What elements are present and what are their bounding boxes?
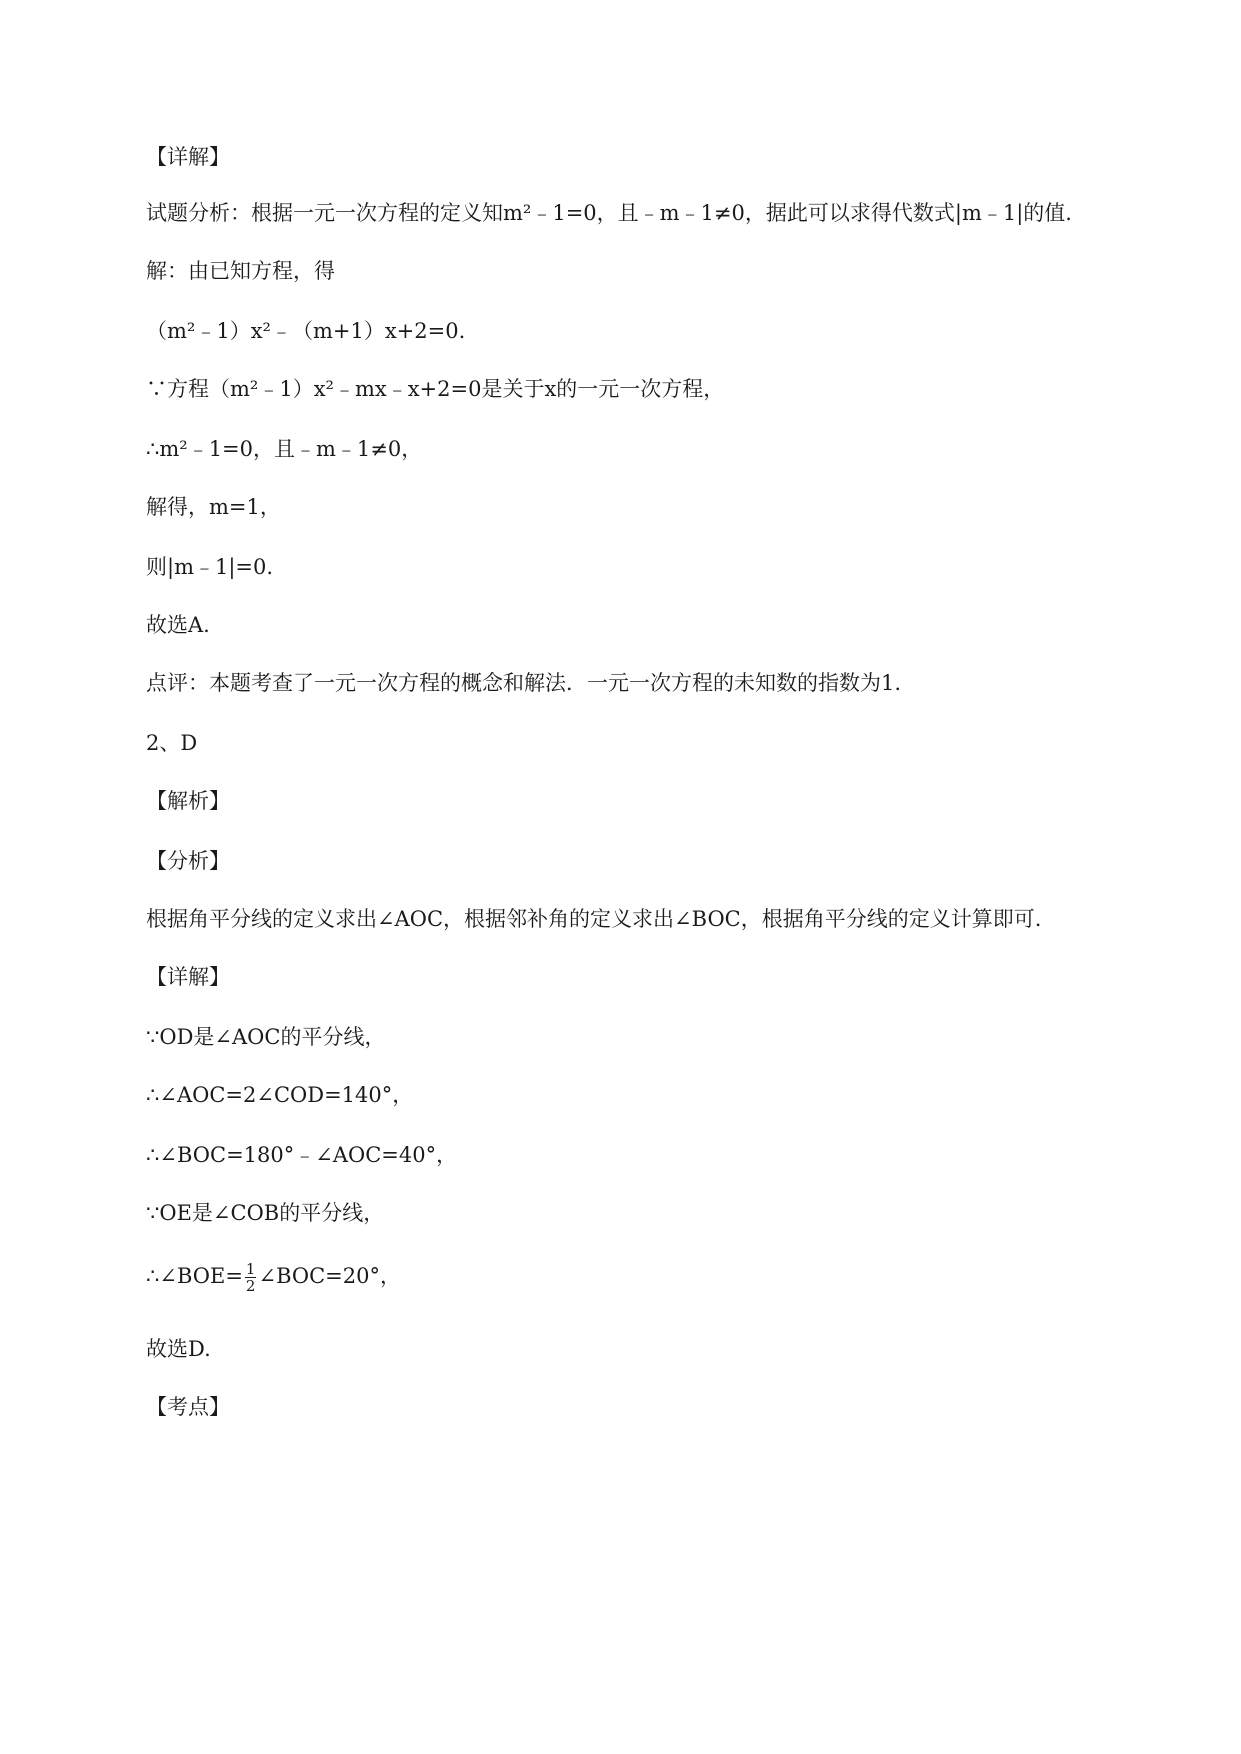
section-heading-analysis: 【分析】 bbox=[146, 849, 230, 873]
analysis-paragraph: 试题分析：根据一元一次方程的定义知m²﹣1=0，且﹣m﹣1≠0，据此可以求得代数式|m﹣1|的值. bbox=[146, 201, 1072, 225]
boe-line bbox=[146, 1261, 401, 1294]
section-heading-detail: 【详解】 bbox=[146, 145, 230, 169]
analysis-text: 根据角平分线的定义求出∠AOC，根据邻补角的定义求出∠BOC，根据角平分线的定义计算即可. bbox=[146, 907, 1042, 931]
section-heading-explanation: 【解析】 bbox=[146, 789, 230, 813]
fraction-numerator: 1 bbox=[245, 1260, 256, 1278]
section-heading-keypoint: 【考点】 bbox=[146, 1395, 230, 1419]
answer-line: 故选A. bbox=[146, 613, 210, 637]
document-page bbox=[146, 0, 1106, 1754]
boe-prefix: ∴∠BOE= bbox=[146, 1264, 243, 1288]
question-number: 2、D bbox=[146, 731, 198, 755]
bisector-line-od: ∵OD是∠AOC的平分线， bbox=[146, 1025, 386, 1049]
bisector-line-oe: ∵OE是∠COB的平分线， bbox=[146, 1201, 385, 1225]
fraction-denominator: 2 bbox=[245, 1277, 256, 1295]
boc-line: ∴∠BOC=180°﹣∠AOC=40°， bbox=[146, 1143, 458, 1167]
section-heading-detail-2: 【详解】 bbox=[146, 965, 230, 989]
fraction-half bbox=[245, 1261, 257, 1294]
boe-suffix: ∠BOC=20°， bbox=[258, 1264, 401, 1288]
equation-line: （m²﹣1）x²﹣（m+1）x+2=0. bbox=[146, 319, 466, 343]
result-line: 则|m﹣1|=0. bbox=[146, 555, 274, 579]
therefore-line: ∴m²﹣1=0，且﹣m﹣1≠0， bbox=[146, 437, 423, 461]
because-line: ∵方程（m²﹣1）x²﹣mx﹣x+2=0是关于x的一元一次方程， bbox=[146, 377, 725, 401]
solve-line: 解得，m=1， bbox=[146, 495, 281, 519]
comment-line: 点评：本题考查了一元一次方程的概念和解法．一元一次方程的未知数的指数为1. bbox=[146, 671, 902, 695]
aoc-line: ∴∠AOC=2∠COD=140°， bbox=[146, 1083, 414, 1107]
solution-intro: 解：由已知方程，得 bbox=[146, 259, 335, 283]
answer-line-d: 故选D. bbox=[146, 1337, 211, 1361]
